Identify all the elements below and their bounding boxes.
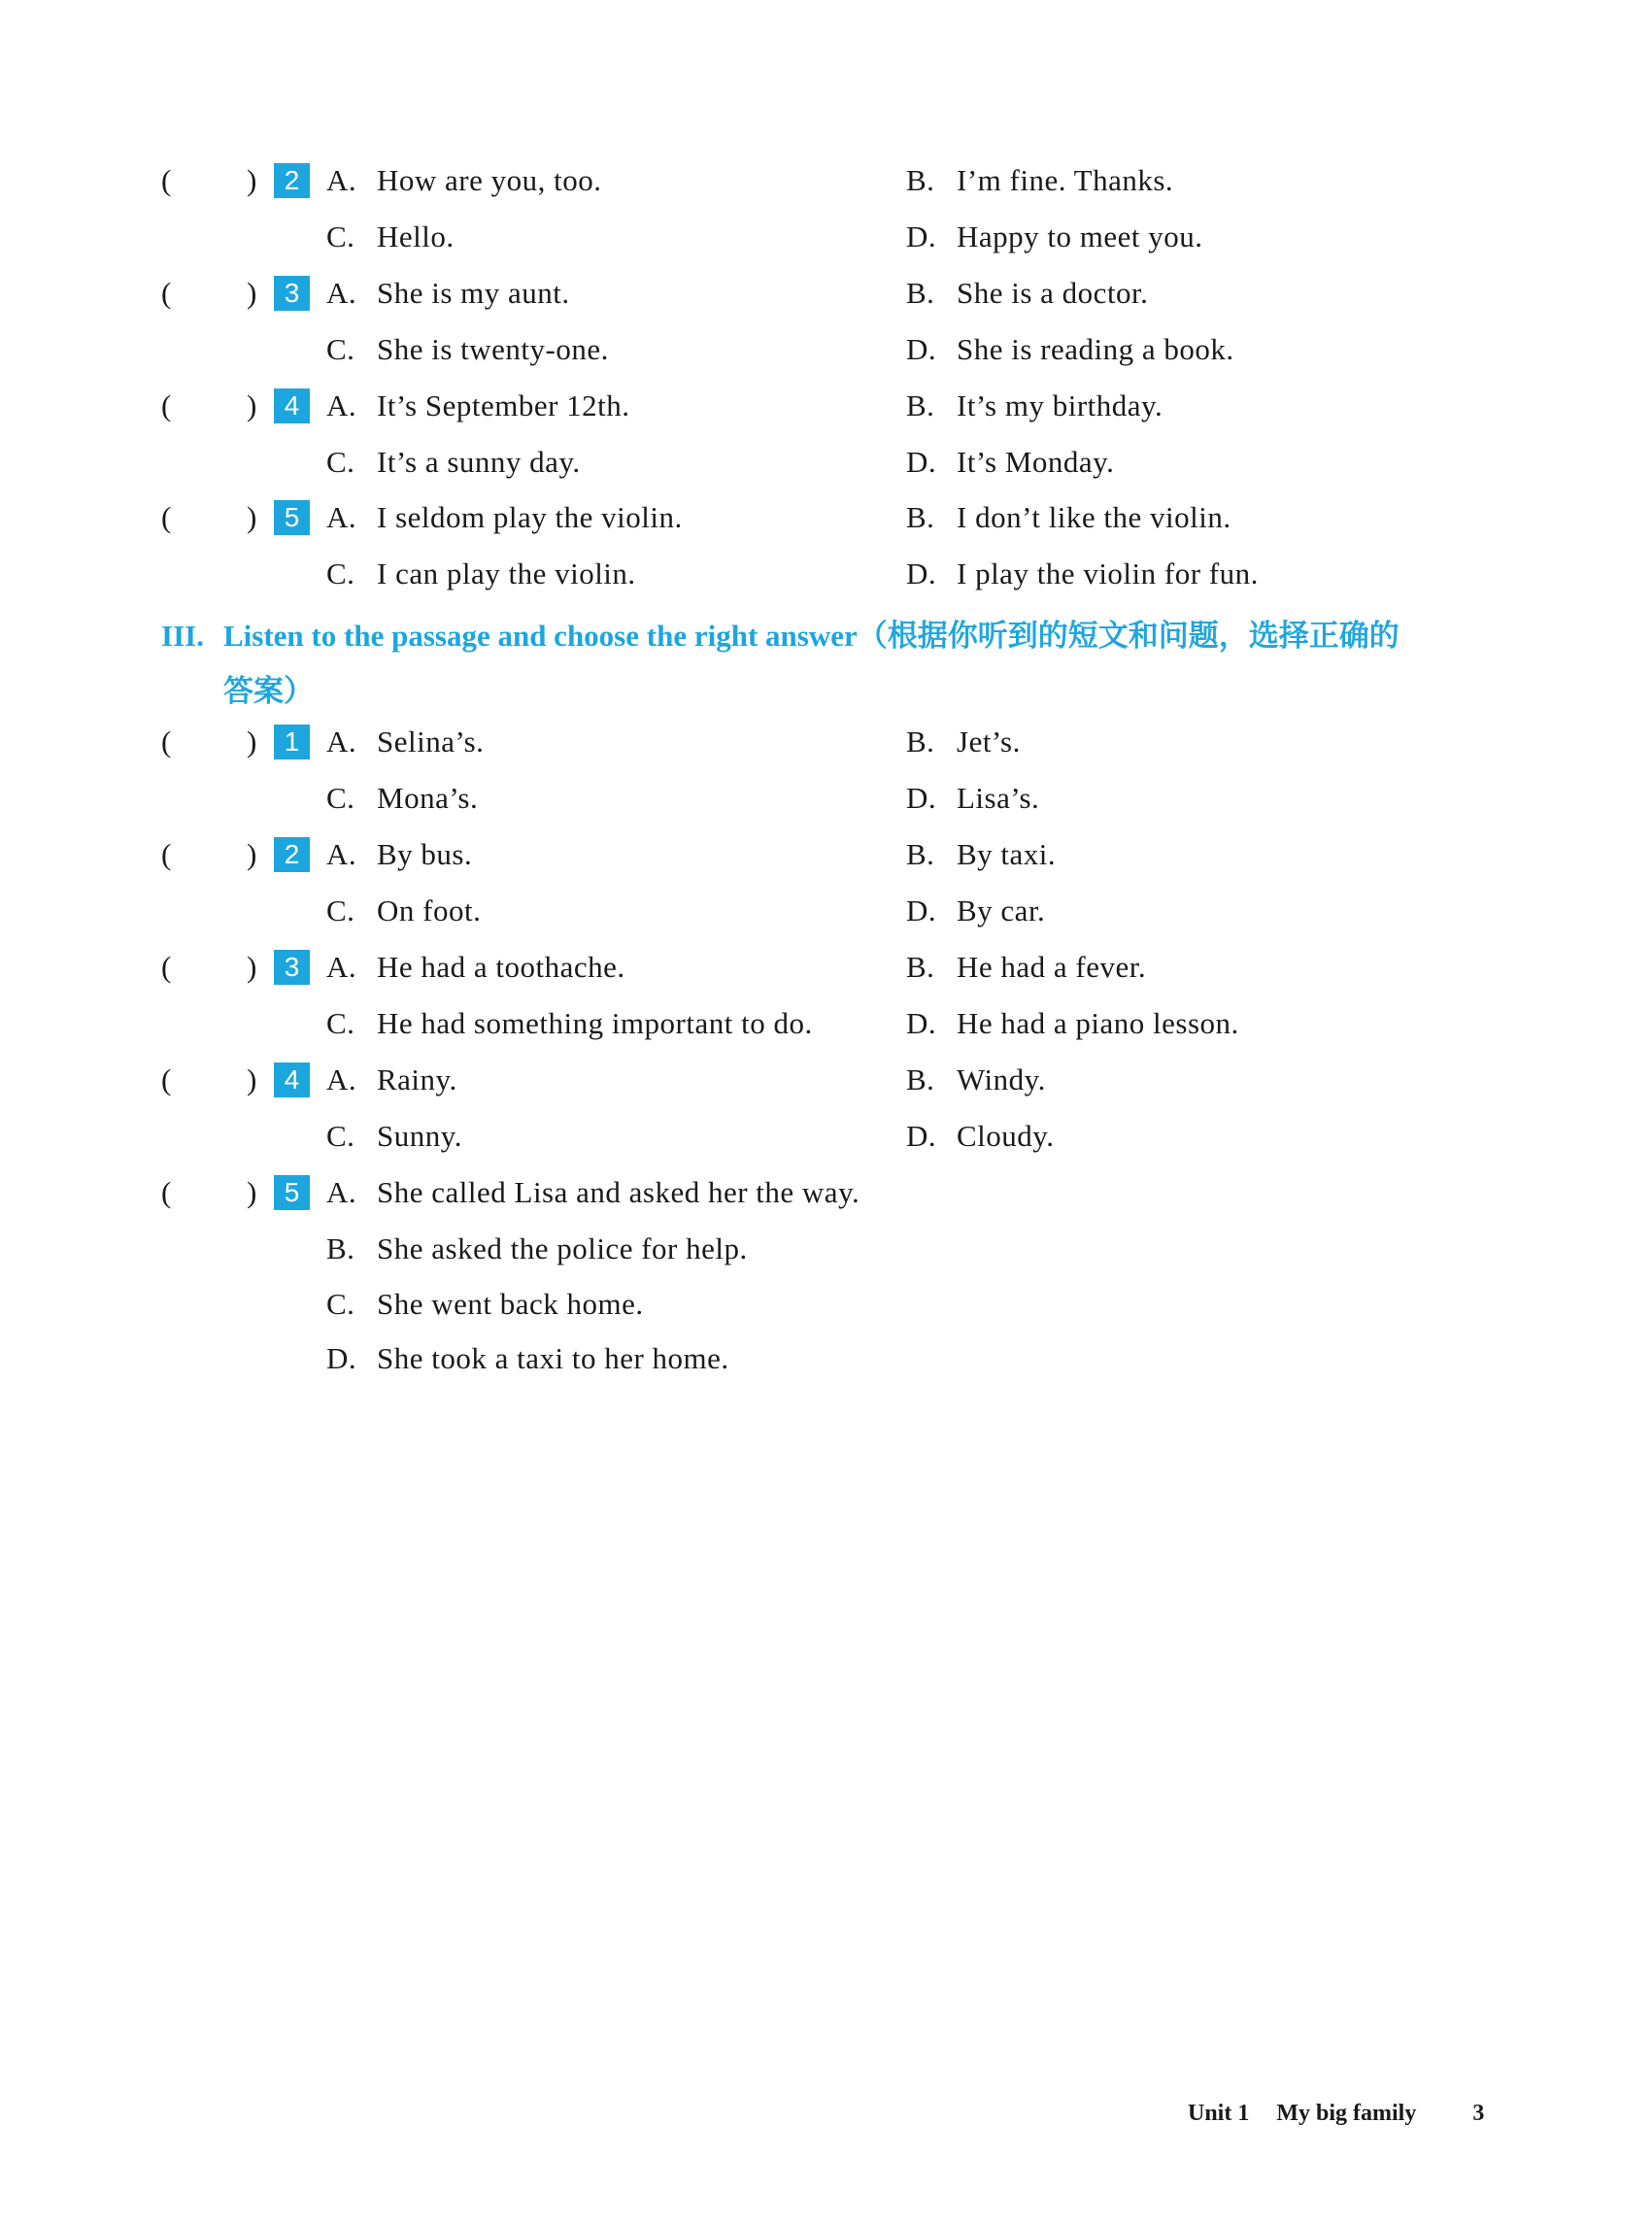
section-title-line2: 答案） [223, 674, 314, 708]
option-a: A. He had a toothache. [326, 950, 625, 984]
page-footer [1188, 2101, 1484, 2127]
answer-bracket-close: ) [247, 388, 257, 422]
question-number-badge: 5 [274, 500, 310, 535]
answer-bracket-open: ( [161, 276, 172, 310]
question-number-badge: 5 [274, 1175, 310, 1210]
answer-bracket-open: ( [161, 388, 172, 422]
option-c: C. It’s a sunny day. [326, 445, 581, 479]
option-c: C. She is twenty-one. [326, 332, 609, 366]
option-b: B. She is a doctor. [906, 276, 1149, 310]
option-d: D. Cloudy. [906, 1119, 1055, 1153]
option-d: D. Happy to meet you. [906, 219, 1203, 253]
question-number-badge: 4 [274, 1062, 310, 1097]
question-number-badge: 4 [274, 388, 310, 423]
option-b: B. It’s my birthday. [906, 388, 1163, 422]
option-a: A. By bus. [326, 837, 473, 871]
option-d: D. Lisa’s. [906, 781, 1040, 815]
option-c: C. Mona’s. [326, 781, 479, 815]
option-a: A. How are you, too. [326, 163, 602, 197]
option-c: C. He had something important to do. [326, 1006, 813, 1040]
option-d: D. He had a piano lesson. [906, 1006, 1239, 1040]
option-b: B. He had a fever. [906, 950, 1147, 984]
answer-bracket-close: ) [247, 1062, 257, 1096]
answer-bracket-close: ) [247, 1175, 257, 1209]
option-d: D. I play the violin for fun. [906, 556, 1259, 590]
answer-bracket-open: ( [161, 1062, 172, 1096]
option-c: C. Hello. [326, 219, 455, 253]
answer-bracket-close: ) [247, 276, 257, 310]
option-d: D. By car. [906, 893, 1046, 927]
answer-bracket-close: ) [247, 500, 257, 534]
option-b: B. I don’t like the violin. [906, 500, 1231, 534]
footer-title: My big family [1276, 2101, 1417, 2126]
option-d: D. She is reading a book. [906, 332, 1234, 366]
question-number-badge: 2 [274, 163, 310, 198]
answer-bracket-open: ( [161, 837, 172, 871]
answer-bracket-open: ( [161, 725, 172, 759]
answer-bracket-close: ) [247, 950, 257, 984]
answer-bracket-close: ) [247, 163, 257, 197]
section-numeral: III. [161, 619, 204, 653]
option-b: B. Jet’s. [906, 725, 1021, 759]
option-c: C. On foot. [326, 893, 482, 927]
section-heading [161, 608, 1501, 719]
option-b: B. I’m fine. Thanks. [906, 163, 1174, 197]
option-d: D. It’s Monday. [906, 445, 1115, 479]
option-a: A. Selina’s. [326, 725, 485, 759]
page-number: 3 [1472, 2101, 1485, 2126]
section-title-line1: Listen to the passage and choose the right answer（根据你听到的短文和问题，选择正确的 [223, 619, 1399, 653]
answer-bracket-close: ) [247, 725, 257, 759]
option-a: A. She is my aunt. [326, 276, 570, 310]
option-c: C. I can play the violin. [326, 556, 636, 590]
option-a: A. I seldom play the violin. [326, 500, 683, 534]
answer-bracket-open: ( [161, 950, 172, 984]
option-a: A. It’s September 12th. [326, 388, 630, 422]
footer-unit: Unit 1 [1188, 2101, 1250, 2126]
option-b: B. Windy. [906, 1062, 1046, 1096]
option-a: A. Rainy. [326, 1062, 457, 1096]
answer-bracket-open: ( [161, 163, 172, 197]
question-number-badge: 2 [274, 837, 310, 872]
option-c: C. Sunny. [326, 1119, 462, 1153]
answer-bracket-close: ) [247, 837, 257, 871]
option-b: B. She asked the police for help. [326, 1231, 748, 1265]
option-a: A. She called Lisa and asked her the way. [326, 1175, 860, 1209]
option-d: D. She took a taxi to her home. [326, 1341, 729, 1375]
answer-bracket-open: ( [161, 1175, 172, 1209]
question-number-badge: 1 [274, 725, 310, 759]
question-number-badge: 3 [274, 276, 310, 311]
answer-bracket-open: ( [161, 500, 172, 534]
option-c: C. She went back home. [326, 1287, 644, 1321]
question-number-badge: 3 [274, 950, 310, 985]
option-b: B. By taxi. [906, 837, 1057, 871]
